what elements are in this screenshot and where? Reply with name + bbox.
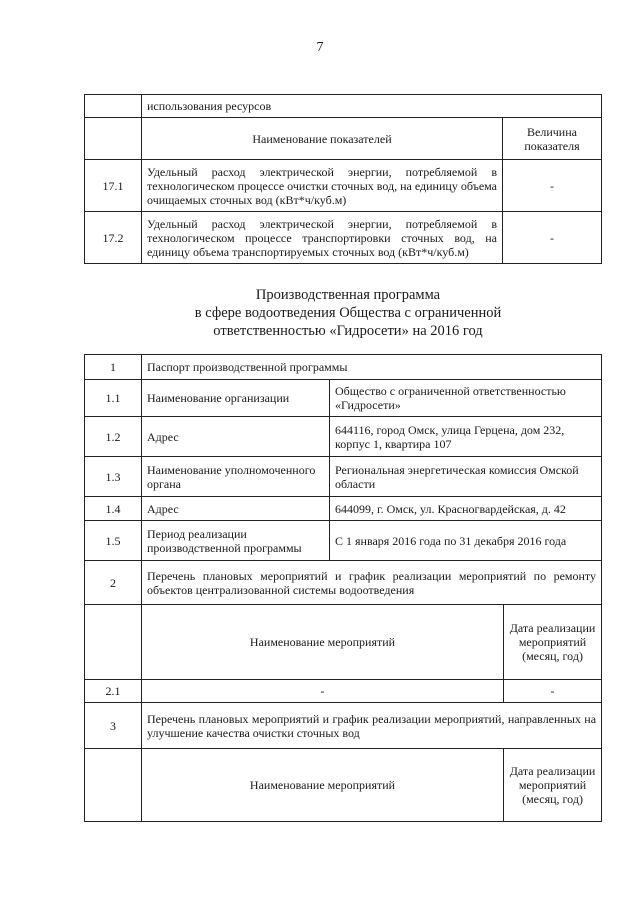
indicators-table xyxy=(84,94,602,264)
passport-value: С 1 января 2016 года по 31 декабря 2016 года xyxy=(330,521,602,561)
indicator-value: - xyxy=(503,212,602,264)
row-number: 2.1 xyxy=(85,680,142,703)
passport-value: 644116, город Омск, улица Герцена, дом 232, корпус 1, квартира 107 xyxy=(330,417,602,457)
indicator-name-header: Наименование показателей xyxy=(142,118,503,160)
table-row xyxy=(85,521,602,561)
program-title-line-2: в сфере водоотведения Общества с ограниченной xyxy=(194,305,502,321)
measure-date-header: Дата реализации мероприятий (месяц, год) xyxy=(504,605,602,680)
section-title: Перечень плановых мероприятий и график реализации мероприятий, направленных на улучшение качества очистки сточных вод xyxy=(142,703,602,749)
table-row xyxy=(85,457,602,497)
table-header-row xyxy=(85,605,602,680)
section-number: 2 xyxy=(85,561,142,605)
passport-label: Период реализации производственной программы xyxy=(142,521,330,561)
passport-value: Общество с ограниченной ответственностью «Гидросети» xyxy=(330,380,602,417)
passport-value: 644099, г. Омск, ул. Красногвардейская, д. 42 xyxy=(330,497,602,521)
row-number: 1.5 xyxy=(85,521,142,561)
table-row xyxy=(85,160,602,212)
indicator-value-header: Величина показателя xyxy=(503,118,602,160)
row-number: 1.3 xyxy=(85,457,142,497)
program-title-line-1: Производственная программа xyxy=(255,287,441,303)
table-row xyxy=(85,95,602,118)
row-number: 17.2 xyxy=(85,212,142,264)
section-row xyxy=(85,703,602,749)
indicator-value: - xyxy=(503,160,602,212)
program-table xyxy=(84,354,602,822)
measure-date: - xyxy=(504,680,602,703)
row-number: 1.4 xyxy=(85,497,142,521)
table-header-row xyxy=(85,118,602,160)
table-row xyxy=(85,380,602,417)
row-number: 17.1 xyxy=(85,160,142,212)
passport-label: Адрес xyxy=(142,417,330,457)
section-number: 1 xyxy=(85,355,142,380)
table-cell xyxy=(85,95,142,118)
program-title xyxy=(0,286,640,340)
passport-value: Региональная энергетическая комиссия Омской области xyxy=(330,457,602,497)
measure-name: - xyxy=(142,680,504,703)
section-number: 3 xyxy=(85,703,142,749)
passport-label: Адрес xyxy=(142,497,330,521)
section-row xyxy=(85,561,602,605)
table-row xyxy=(85,212,602,264)
passport-label: Наименование организации xyxy=(142,380,330,417)
measure-name-header: Наименование мероприятий xyxy=(142,605,504,680)
passport-label: Наименование уполномоченного органа xyxy=(142,457,330,497)
table-row xyxy=(85,680,602,703)
table-cell xyxy=(85,605,142,680)
section-title: Перечень плановых мероприятий и график реализации мероприятий по ремонту объектов централизованной системы водоотведения xyxy=(142,561,602,605)
table-header-row xyxy=(85,749,602,822)
row-number: 1.1 xyxy=(85,380,142,417)
table-cell xyxy=(85,118,142,160)
page-number: 7 xyxy=(316,40,324,55)
table-cell xyxy=(85,749,142,822)
section-title: Паспорт производственной программы xyxy=(142,355,602,380)
table-row xyxy=(85,497,602,521)
indicator-text: Удельный расход электрической энергии, потребляемой в технологическом процессе транспортировки сточных вод, на единицу объема транспортируемых сточных вод (кВт*ч/куб.м) xyxy=(142,212,503,264)
measure-date-header: Дата реализации мероприятий (месяц, год) xyxy=(504,749,602,822)
row-number: 1.2 xyxy=(85,417,142,457)
table-row xyxy=(85,417,602,457)
continuation-text: использования ресурсов xyxy=(142,95,602,118)
program-title-line-3: ответственностью «Гидросети» на 2016 год xyxy=(213,323,483,339)
measure-name-header: Наименование мероприятий xyxy=(142,749,504,822)
section-row xyxy=(85,355,602,380)
indicator-text: Удельный расход электрической энергии, потребляемой в технологическом процессе очистки сточных вод, на единицу объема очищаемых сточных вод (кВт*ч/куб.м) xyxy=(142,160,503,212)
